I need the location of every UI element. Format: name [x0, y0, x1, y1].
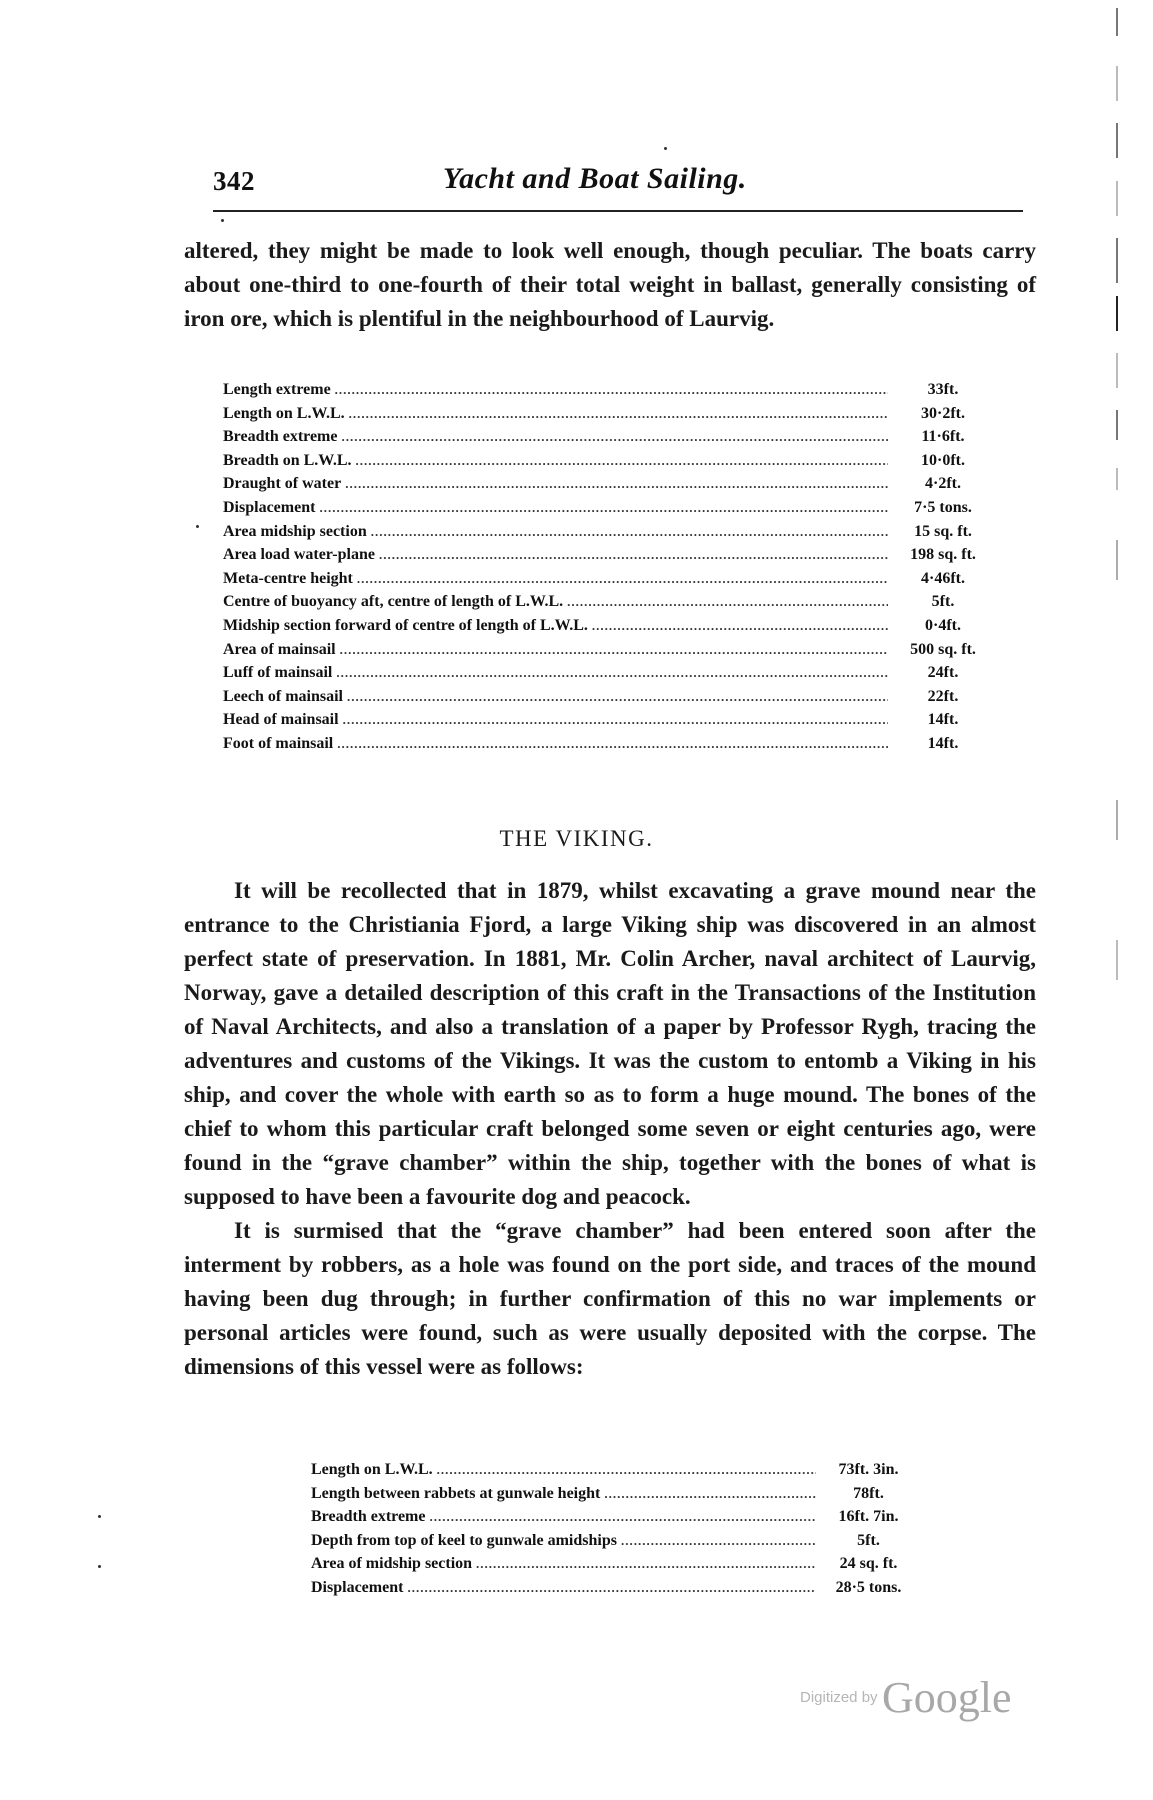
table-row — [223, 570, 998, 594]
dimension-label: Head of mainsail — [223, 711, 339, 729]
dimension-label: Length on L.W.L. — [311, 1461, 433, 1478]
table-row — [223, 711, 998, 735]
scan-edge-mark — [1116, 353, 1118, 388]
dot-leader — [345, 476, 888, 492]
dimension-label: Meta-centre height — [223, 569, 353, 587]
table-row — [311, 1555, 921, 1579]
dot-leader — [319, 500, 888, 516]
dimension-value: 16ft. 7in. — [838, 1508, 899, 1526]
dot-leader — [476, 1556, 816, 1572]
dimension-value: 24ft. — [927, 664, 959, 682]
dimension-label: Breadth on L.W.L. — [223, 451, 352, 469]
table-row — [223, 735, 998, 759]
google-logo: Google — [882, 1673, 1012, 1722]
table-row — [223, 381, 998, 405]
intro-paragraph-block — [184, 234, 1036, 336]
dimension-label: Length extreme — [223, 381, 331, 398]
dimension-label: Displacement — [223, 498, 316, 516]
dot-leader — [407, 1580, 816, 1596]
dot-leader — [592, 618, 888, 634]
scan-edge-mark — [1116, 540, 1118, 580]
scan-speck — [98, 1515, 101, 1518]
boat-dimensions-table — [223, 381, 998, 759]
book-title: Yacht and Boat Sailing. — [443, 162, 747, 195]
dimension-value: 73ft. 3in. — [838, 1461, 899, 1478]
dimension-value: 500 sq. ft. — [910, 640, 976, 658]
scan-speck — [98, 1565, 101, 1568]
table-row — [223, 688, 998, 712]
table-row — [223, 499, 998, 523]
dimension-label: Centre of buoyancy aft, centre of length of L.W.L. — [223, 593, 564, 611]
dimension-value: 4·46ft. — [921, 569, 965, 587]
viking-dimensions-table — [311, 1461, 921, 1603]
dimension-value: 7·5 tons. — [914, 498, 972, 516]
dimension-value: 30·2ft. — [921, 404, 965, 422]
table-row — [311, 1485, 921, 1509]
table-row — [223, 641, 998, 665]
dimension-label: Length between rabbets at gunwale height — [311, 1484, 601, 1502]
dimension-value: 4·2ft. — [925, 475, 961, 493]
dot-leader — [429, 1509, 816, 1525]
dimension-label: Length on L.W.L. — [223, 404, 345, 422]
dot-leader — [336, 665, 888, 681]
viking-text-block — [184, 874, 1036, 1384]
scan-speck — [196, 525, 199, 528]
dimension-label: Draught of water — [223, 475, 342, 493]
dimension-label: Breadth extreme — [311, 1508, 426, 1526]
table-row — [223, 664, 998, 688]
running-head — [213, 160, 1023, 206]
table-row — [223, 452, 998, 476]
dimension-label: Area load water-plane — [223, 546, 375, 564]
dimension-label: Midship section forward of centre of length of L.W.L. — [223, 616, 588, 634]
page-number: 342 — [213, 166, 255, 196]
section-heading: THE VIKING. — [499, 826, 654, 851]
dot-leader — [355, 453, 888, 469]
dimension-label: Luff of mainsail — [223, 664, 333, 682]
scan-edge-mark — [1116, 468, 1118, 490]
dimension-value: 14ft. — [927, 734, 959, 752]
dimension-value: 10·0ft. — [921, 451, 965, 469]
table-row — [223, 523, 998, 547]
dimension-label: Depth from top of keel to gunwale amidships — [311, 1531, 617, 1549]
dimension-value: 78ft. — [853, 1484, 884, 1502]
dot-leader — [621, 1533, 816, 1549]
scan-edge-mark — [1116, 8, 1118, 36]
dot-leader — [604, 1486, 816, 1502]
scan-edge-mark — [1116, 181, 1118, 216]
dimension-label: Breadth extreme — [223, 428, 338, 446]
scan-speck — [221, 219, 224, 222]
dot-leader — [379, 547, 888, 563]
scan-speck — [664, 147, 667, 150]
dimension-value: 15 sq. ft. — [914, 522, 972, 540]
dimension-value: 33ft. — [927, 381, 959, 398]
table-row — [311, 1532, 921, 1556]
header-rule — [213, 210, 1023, 212]
dimension-value: 22ft. — [927, 687, 959, 705]
dimension-value: 0·4ft. — [925, 616, 961, 634]
dimension-label: Leech of mainsail — [223, 687, 343, 705]
dot-leader — [437, 1462, 816, 1478]
table-row — [223, 617, 998, 641]
dot-leader — [371, 524, 888, 540]
dimension-label: Area of mainsail — [223, 640, 336, 658]
table-row — [223, 428, 998, 452]
dot-leader — [357, 571, 888, 587]
scan-edge-mark — [1116, 940, 1118, 980]
dimension-label: Area of midship section — [311, 1555, 473, 1573]
scan-edge-mark — [1116, 296, 1118, 331]
dimension-value: 5ft. — [931, 593, 955, 611]
digitized-watermark — [800, 1672, 1012, 1723]
dimension-value: 14ft. — [927, 711, 959, 729]
dot-leader — [341, 429, 888, 445]
dot-leader — [340, 642, 888, 658]
dimension-value: 198 sq. ft. — [910, 546, 976, 564]
dimension-label: Area midship section — [223, 522, 367, 540]
dimension-value: 5ft. — [857, 1531, 880, 1549]
table-row — [223, 475, 998, 499]
viking-paragraph-1: It will be recollected that in 1879, whilst excavating a grave mound near the entrance to the Christiania Fjord, a large Viking ship was discovered in an almost perfect state of preservation. In 1881, Mr. Colin Archer, naval architect of Laurvig, Norway, gave a detailed description of this craft in the Transactions of the Institution of Naval Architects, and also a translation of a paper by Professor Rygh, tracing the adventures and customs of the Vikings. It was the custom to entomb a Viking in his ship, and cover the whole with earth so as to form a huge mound. The bones of the chief to whom this particular craft belonged some seven or eight centuries ago, were found in the “grave chamber” within the ship, together with the bones of what is supposed to have been a favourite dog and peacock. — [184, 878, 1036, 1209]
dimension-value: 24 sq. ft. — [839, 1555, 898, 1573]
dot-leader — [335, 382, 888, 398]
dimension-label: Foot of mainsail — [223, 734, 334, 752]
scan-edge-mark — [1116, 238, 1118, 283]
dot-leader — [347, 689, 888, 705]
dot-leader — [567, 594, 888, 610]
table-row — [223, 593, 998, 617]
watermark-prefix: Digitized by — [800, 1689, 878, 1706]
table-row — [311, 1461, 921, 1485]
dimension-label: Displacement — [311, 1578, 404, 1596]
intro-paragraph: altered, they might be made to look well enough, though peculiar. The boats carry about one-third to one-fourth of their total weight in ballast, generally consisting of iron ore, which is plentiful in the neighbourhood of Laurvig. — [184, 238, 1036, 331]
scan-edge-mark — [1116, 66, 1118, 101]
viking-paragraph-2: It is surmised that the “grave chamber” had been entered soon after the interment by robbers, as a hole was found on the port side, and traces of the mound having been dug through; in further confirmation of this no war implements or personal articles were found, such as were usually deposited with the corpse. The dimensions of this vessel were as follows: — [184, 1218, 1036, 1379]
table-row — [223, 546, 998, 570]
dimension-value: 28·5 tons. — [835, 1578, 902, 1596]
dot-leader — [343, 712, 888, 728]
dimension-value: 11·6ft. — [921, 428, 965, 446]
table-row — [311, 1579, 921, 1603]
scan-edge-mark — [1116, 123, 1118, 158]
dot-leader — [349, 406, 888, 422]
scan-edge-mark — [1116, 410, 1118, 440]
table-row — [223, 405, 998, 429]
dot-leader — [337, 736, 888, 752]
table-row — [311, 1508, 921, 1532]
